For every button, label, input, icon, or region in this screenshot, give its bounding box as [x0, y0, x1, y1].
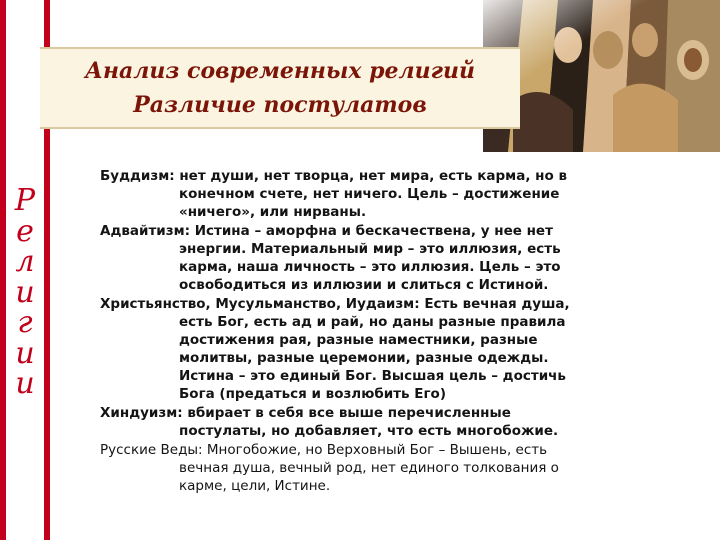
- paragraph-line: карма, наша личность – это иллюзия. Цель – это: [179, 259, 561, 275]
- paragraph-first-line: Христьянство, Мусульманство, Иудаизм: Есть вечная душа,: [100, 296, 570, 312]
- paragraph-hinduism: [100, 404, 620, 440]
- paragraph-first-line: Русские Веды: Многобожие, но Верховный Бог – Вышень, есть: [100, 442, 548, 458]
- paragraph-line: постулаты, но добавляет, что есть многобожие.: [179, 423, 559, 439]
- sidebar-panel: [6, 0, 44, 540]
- paragraph-line: освободиться из иллюзии и слиться с Истиной.: [179, 277, 549, 293]
- paragraph-line: вечная душа, вечный род, нет единого толкования о: [179, 460, 559, 476]
- vertical-letter: г: [17, 305, 33, 340]
- vertical-letter: Р: [14, 183, 36, 218]
- paragraph-line: молитвы, разные церемонии, разные одежды.: [179, 350, 549, 366]
- vertical-letter: е: [16, 213, 34, 249]
- paragraph-line: Бога (предаться и возлюбить Его): [179, 386, 446, 402]
- vertical-letter: и: [15, 366, 35, 401]
- paragraph-buddhism: [100, 167, 620, 221]
- paragraph-advaita: [100, 222, 620, 294]
- paragraph-line: Истина – это единый Бог. Высшая цель – достичь: [179, 368, 566, 384]
- paragraph-line: есть Бог, есть ад и рай, но даны разные правила: [179, 314, 566, 330]
- vertical-letter: и: [15, 335, 35, 371]
- vertical-word-religions: [6, 183, 44, 401]
- paragraph-line: достижения рая, разные наместники, разные: [179, 332, 538, 348]
- paragraph-line: «ничего», или нирваны.: [179, 204, 367, 220]
- paragraph-first-line: Хиндуизм: вбирает в себя все выше перечисленные: [100, 405, 511, 421]
- body-text: [100, 167, 620, 496]
- page-title: [40, 54, 520, 122]
- paragraph-line: карме, цели, Истине.: [179, 478, 331, 494]
- paragraph-first-line: Буддизм: нет души, нет творца, нет мира, есть карма, но в: [100, 168, 568, 184]
- paragraph-russian-vedas: [100, 441, 620, 495]
- paragraph-abrahamic: [100, 295, 620, 403]
- title-line-2: Различие постулатов: [133, 92, 427, 118]
- paragraph-first-line: Адвайтизм: Истина – аморфна и бескачествена, у нее нет: [100, 223, 553, 239]
- vertical-letter: и: [15, 274, 35, 310]
- vertical-letter: л: [15, 244, 35, 279]
- paragraph-line: энергии. Материальный мир – это иллюзия, есть: [179, 241, 561, 257]
- title-line-1: Анализ современных религий: [85, 58, 475, 84]
- paragraph-line: конечном счете, нет ничего. Цель – достижение: [179, 186, 560, 202]
